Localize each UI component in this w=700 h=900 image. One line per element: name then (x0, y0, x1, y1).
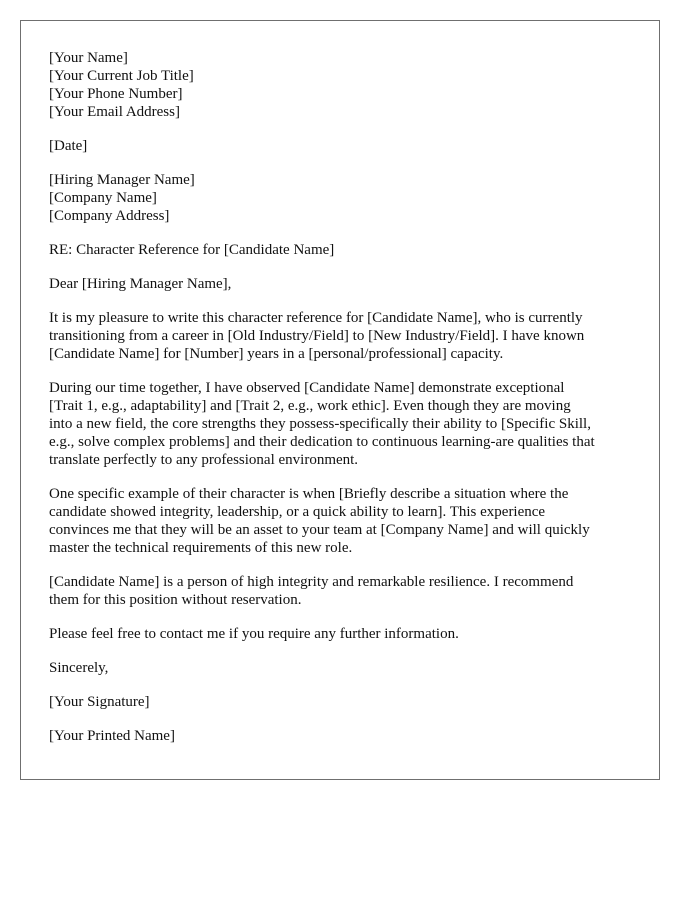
paragraph-line: master the technical requirements of this new role. (49, 540, 353, 556)
paragraph-line: translate perfectly to any professional environment. (49, 452, 359, 468)
signature-block (49, 693, 639, 711)
signature: [Your Signature] (49, 694, 150, 710)
paragraph-example (49, 485, 639, 557)
paragraph-intro (49, 309, 639, 363)
paragraph-traits (49, 379, 639, 469)
paragraph-line: During our time together, I have observed [Candidate Name] demonstrate exceptional (49, 380, 565, 396)
sender-email: [Your Email Address] (49, 104, 180, 120)
salutation: Dear [Hiring Manager Name], (49, 276, 232, 292)
paragraph-line: One specific example of their character is when [Briefly describe a situation where the (49, 486, 569, 502)
paragraph-line: Please feel free to contact me if you require any further information. (49, 626, 459, 642)
closing-block (49, 659, 639, 677)
closing: Sincerely, (49, 660, 109, 676)
sender-phone: [Your Phone Number] (49, 86, 183, 102)
letter-frame (20, 20, 660, 780)
letter-body (49, 49, 639, 761)
paragraph-recommendation (49, 573, 639, 609)
paragraph-line: convinces me that they will be an asset to your team at [Company Name] and will quickly (49, 522, 590, 538)
sender-job-title: [Your Current Job Title] (49, 68, 194, 84)
recipient-company-name: [Company Name] (49, 190, 157, 206)
paragraph-line: into a new field, the core strengths they possess-specifically their ability to [Specific Skill, (49, 416, 591, 432)
paragraph-contact (49, 625, 639, 643)
subject-line: RE: Character Reference for [Candidate Name] (49, 242, 335, 258)
sender-block (49, 49, 639, 121)
sender-name: [Your Name] (49, 50, 128, 66)
paragraph-line: e.g., solve complex problems] and their dedication to continuous learning-are qualities that (49, 434, 595, 450)
paragraph-line: candidate showed integrity, leadership, or a quick ability to learn]. This experience (49, 504, 546, 520)
paragraph-line: [Candidate Name] is a person of high integrity and remarkable resilience. I recommend (49, 574, 574, 590)
salutation-block (49, 275, 639, 293)
paragraph-line: [Candidate Name] for [Number] years in a [personal/professional] capacity. (49, 346, 504, 362)
paragraph-line: transitioning from a career in [Old Industry/Field] to [New Industry/Field]. I have known (49, 328, 585, 344)
printed-name-block (49, 727, 639, 745)
recipient-manager-name: [Hiring Manager Name] (49, 172, 195, 188)
paragraph-line: [Trait 1, e.g., adaptability] and [Trait 2, e.g., work ethic]. Even though they are moving (49, 398, 571, 414)
recipient-block (49, 171, 639, 225)
subject-block (49, 241, 639, 259)
printed-name: [Your Printed Name] (49, 728, 175, 744)
recipient-company-address: [Company Address] (49, 208, 170, 224)
paragraph-line: It is my pleasure to write this character reference for [Candidate Name], who is currently (49, 310, 583, 326)
date-block (49, 137, 639, 155)
letter-date: [Date] (49, 138, 88, 154)
paragraph-line: them for this position without reservation. (49, 592, 302, 608)
